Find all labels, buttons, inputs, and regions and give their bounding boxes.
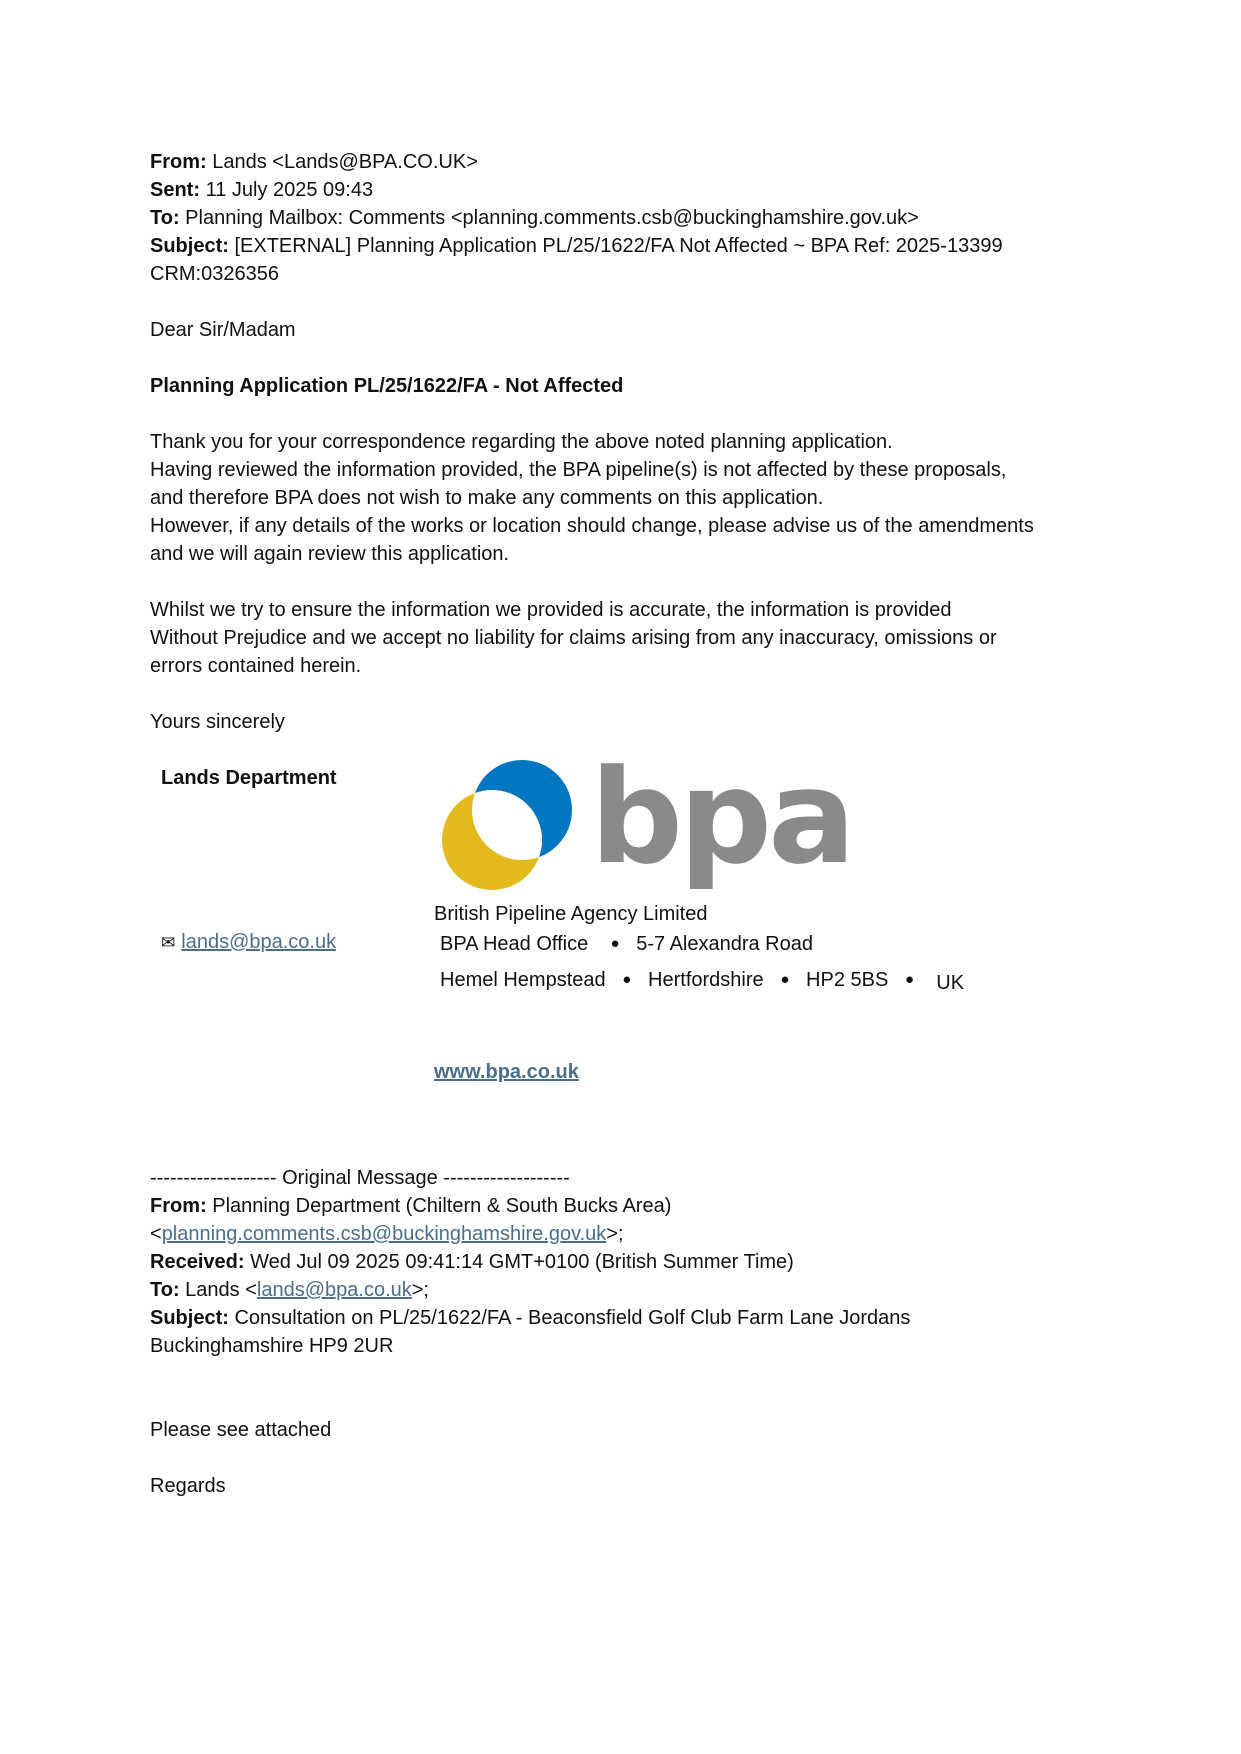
header-subject — [150, 232, 1090, 260]
address-line-1 — [440, 930, 813, 958]
closing: Yours sincerely — [150, 711, 285, 733]
header-from — [150, 148, 1090, 176]
original-from — [150, 1192, 1090, 1220]
signature-email-link[interactable]: lands@bpa.co.uk — [181, 931, 337, 953]
bullet-separator: ● — [780, 971, 790, 988]
bullet-separator: ● — [622, 971, 632, 988]
bullet-separator: ● — [904, 971, 915, 988]
bpa-logo — [440, 752, 880, 902]
envelope-icon: ✉ — [161, 933, 176, 952]
original-subject-label: Subject: — [150, 1307, 229, 1329]
logo-wordmark: bpa — [590, 752, 852, 893]
subject-value: [EXTERNAL] Planning Application PL/25/1622/FA Not Affected ~ BPA Ref: 2025-13399 — [234, 235, 1003, 257]
from-label: From: — [150, 151, 207, 173]
department-name: Lands Department — [161, 767, 337, 789]
address-county: Hertfordshire — [648, 969, 764, 991]
original-from-email-link[interactable]: planning.comments.csb@buckinghamshire.gov.uk — [161, 1223, 607, 1245]
header-to — [150, 204, 1090, 232]
original-from-value: Planning Department (Chiltern & South Bucks Area) — [212, 1195, 672, 1217]
paragraph-2-line-1: Whilst we try to ensure the information we provided is accurate, the information is provided — [150, 599, 952, 621]
original-from-email-row: <planning.comments.csb@buckinghamshire.gov.uk>; — [150, 1223, 624, 1245]
address-town: Hemel Hempstead — [440, 969, 606, 991]
to-label: To: — [150, 207, 180, 229]
please-see-attached: Please see attached — [150, 1419, 332, 1441]
paragraph-1-line-4: However, if any details of the works or location should change, please advise us of the amendments — [150, 515, 1034, 537]
signature-block — [150, 752, 1090, 1164]
address-line-2 — [440, 966, 964, 994]
original-from-label: From: — [150, 1195, 207, 1217]
greeting: Dear Sir/Madam — [150, 319, 296, 341]
address-postcode: HP2 5BS — [806, 969, 889, 991]
header-sent — [150, 176, 1090, 204]
email-document — [150, 148, 1090, 1500]
paragraph-1-line-5: and we will again review this application. — [150, 543, 510, 565]
bullet-separator: ● — [610, 935, 620, 952]
paragraph-2-line-3: errors contained herein. — [150, 655, 362, 677]
sent-label: Sent: — [150, 179, 200, 201]
website-link[interactable]: www.bpa.co.uk — [434, 1061, 579, 1083]
letter-heading: Planning Application PL/25/1622/FA - Not Affected — [150, 375, 624, 397]
signature-email-row — [161, 928, 336, 957]
address-head-office: BPA Head Office — [440, 933, 589, 955]
regards: Regards — [150, 1475, 226, 1497]
paragraph-1-line-1: Thank you for your correspondence regarding the above noted planning application. — [150, 431, 893, 453]
original-received — [150, 1248, 1090, 1276]
original-to-label: To: — [150, 1279, 180, 1301]
paragraph-1-line-3: and therefore BPA does not wish to make any comments on this application. — [150, 487, 824, 509]
original-subject-value: Consultation on PL/25/1622/FA - Beaconsfield Golf Club Farm Lane Jordans — [234, 1307, 911, 1329]
subject-label: Subject: — [150, 235, 229, 257]
original-received-value: Wed Jul 09 2025 09:41:14 GMT+0100 (British Summer Time) — [250, 1251, 794, 1273]
original-to-email-link[interactable]: lands@bpa.co.uk — [256, 1279, 412, 1301]
original-message-separator: ------------------- Original Message ------------------- — [150, 1167, 570, 1189]
company-name: British Pipeline Agency Limited — [434, 903, 708, 925]
original-subject-continued: Buckinghamshire HP9 2UR — [150, 1335, 394, 1357]
from-value: Lands <Lands@BPA.CO.UK> — [212, 151, 478, 173]
subject-continued: CRM:0326356 — [150, 263, 279, 285]
address-country: UK — [936, 972, 965, 994]
to-value: Planning Mailbox: Comments <planning.comments.csb@buckinghamshire.gov.uk> — [185, 207, 919, 229]
paragraph-1-line-2: Having reviewed the information provided, the BPA pipeline(s) is not affected by these proposals, — [150, 459, 1007, 481]
paragraph-2-line-2: Without Prejudice and we accept no liability for claims arising from any inaccuracy, omissions or — [150, 627, 997, 649]
original-subject — [150, 1304, 1090, 1332]
original-received-label: Received: — [150, 1251, 245, 1273]
original-to: To: Lands <lands@bpa.co.uk>; — [150, 1279, 429, 1301]
address-street: 5-7 Alexandra Road — [636, 933, 813, 955]
sent-value: 11 July 2025 09:43 — [205, 179, 374, 201]
